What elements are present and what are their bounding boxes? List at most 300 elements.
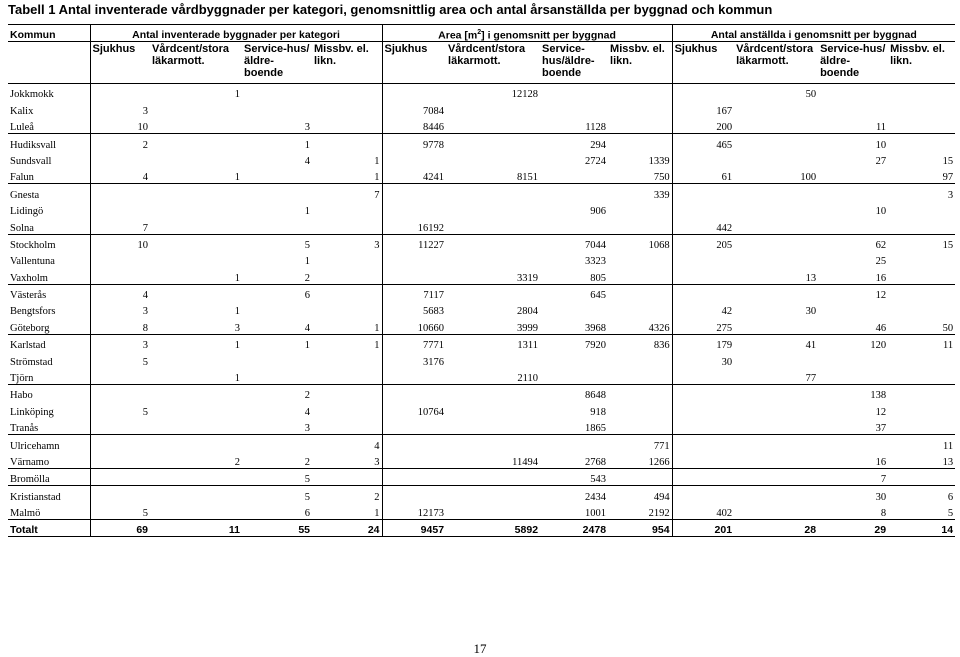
table-row	[8, 167, 955, 184]
table-cell: 3999	[517, 322, 539, 334]
table-cell: 3176	[423, 356, 445, 368]
table-cell: 5	[142, 406, 148, 418]
table-cell: 1001	[585, 508, 607, 520]
table-cell: 906	[590, 206, 607, 218]
table-cell: 1	[312, 317, 382, 334]
table-cell: 15	[888, 234, 955, 251]
table-cell: 3	[90, 334, 150, 351]
table-cell: 2192	[608, 503, 672, 520]
table-cell	[382, 468, 446, 485]
table-cell	[734, 217, 818, 234]
table-cell: 77	[805, 373, 817, 385]
table-cell	[672, 468, 734, 485]
table-cell	[382, 84, 446, 101]
table-cell	[888, 401, 955, 417]
table-cell	[672, 284, 734, 301]
table-cell	[312, 201, 382, 217]
table-cell	[540, 84, 608, 101]
kommun-name: Karlstad	[8, 334, 90, 351]
table-cell: 11	[875, 122, 887, 134]
table-cell	[540, 100, 608, 116]
table-row	[8, 351, 955, 367]
table-cell	[672, 151, 734, 167]
table-row	[8, 368, 955, 385]
table-row	[8, 217, 955, 234]
table-cell: 10	[90, 234, 150, 251]
table-cell	[608, 267, 672, 284]
table-cell	[150, 503, 242, 520]
kommun-name: Tranås	[8, 418, 90, 435]
table-cell	[446, 351, 540, 367]
table-cell	[312, 84, 382, 101]
table-cell	[446, 385, 540, 402]
table-cell: 1128	[585, 122, 607, 134]
table-row	[8, 503, 955, 520]
table-cell	[608, 351, 672, 367]
table-cell	[608, 100, 672, 116]
table-cell	[888, 368, 955, 385]
total-label: Totalt	[8, 520, 90, 537]
table-cell	[150, 435, 242, 452]
table-cell	[90, 251, 150, 267]
table-cell	[734, 184, 818, 201]
table-cell	[150, 184, 242, 201]
table-cell	[446, 284, 540, 301]
table-cell	[150, 251, 242, 267]
table-cell	[90, 385, 150, 402]
table-cell: 1	[312, 334, 382, 351]
sub-header-sjukhus: Sjukhus	[92, 43, 136, 55]
table-cell	[90, 486, 150, 503]
table-cell	[888, 351, 955, 367]
sub-header-servicehus: Service-hus/äldre-boende	[542, 43, 595, 79]
kommun-name: Luleå	[8, 117, 90, 134]
table-cell	[672, 418, 734, 435]
kommun-name: Strömstad	[8, 351, 90, 367]
table-cell	[90, 368, 150, 385]
table-cell	[734, 486, 818, 503]
table-row	[8, 234, 955, 251]
table-cell	[242, 184, 312, 201]
table-cell	[672, 201, 734, 217]
kommun-name: Kalix	[8, 100, 90, 116]
table-cell	[446, 234, 540, 251]
table-cell: 494	[608, 486, 672, 503]
table-cell	[818, 351, 888, 367]
table-cell	[608, 117, 672, 134]
table-cell	[672, 368, 734, 385]
table-cell: 3968	[585, 322, 607, 334]
table-cell	[446, 251, 540, 267]
table-cell: 771	[608, 435, 672, 452]
table-cell	[672, 452, 734, 469]
table-row	[8, 468, 955, 485]
table-cell	[734, 385, 818, 402]
table-cell: 2	[312, 486, 382, 503]
table-cell: 836	[608, 334, 672, 351]
table-cell	[90, 184, 150, 201]
table-cell: 8151	[517, 172, 539, 184]
table-row	[8, 301, 955, 317]
table-cell	[540, 217, 608, 234]
kommun-name: Falun	[8, 167, 90, 184]
table-cell: 2478	[540, 520, 608, 537]
table-cell: 1	[234, 172, 240, 184]
table-cell: 10660	[417, 322, 445, 334]
table-row	[8, 100, 955, 116]
table-cell	[608, 301, 672, 317]
table-cell: 30	[805, 306, 817, 318]
table-cell: 50	[942, 322, 954, 334]
table-cell	[888, 201, 955, 217]
table-row	[8, 117, 955, 134]
table-cell: 1311	[446, 334, 540, 351]
table-cell	[672, 184, 734, 201]
table-cell	[150, 418, 242, 435]
table-cell: 13	[942, 456, 954, 468]
table-cell	[446, 151, 540, 167]
table-cell	[242, 351, 312, 367]
table-cell: 5	[947, 508, 954, 520]
table-cell: 7044	[540, 234, 608, 251]
table-cell: 16	[875, 272, 887, 284]
kommun-name: Västerås	[8, 284, 90, 301]
table-row	[8, 134, 955, 151]
table-cell: 2110	[517, 373, 539, 385]
table-cell: 9457	[382, 520, 446, 537]
table-cell	[608, 201, 672, 217]
sub-header-missbv: Missbv. el. likn.	[890, 43, 945, 67]
table-cell	[734, 435, 818, 452]
table-row	[8, 418, 955, 435]
table-cell	[888, 267, 955, 284]
kommun-name: Lidingö	[8, 201, 90, 217]
table-cell	[734, 503, 818, 520]
table-cell: 10	[875, 206, 887, 218]
table-cell: 2	[242, 385, 312, 402]
table-cell: 294	[540, 134, 608, 151]
sub-header-missbv: Missbv. el. likn.	[312, 42, 382, 84]
table-cell: 4	[142, 172, 148, 184]
table-cell	[312, 418, 382, 435]
table-cell: 13	[805, 272, 817, 284]
page-number: 17	[473, 641, 487, 656]
table-cell: 6	[242, 284, 312, 301]
table-cell	[312, 401, 382, 417]
table-cell	[888, 117, 955, 134]
table-cell: 1266	[608, 452, 672, 469]
table-cell: 16192	[417, 222, 445, 234]
kommun-name: Gnesta	[8, 184, 90, 201]
table-cell: 2804	[517, 306, 539, 318]
table-cell: 3	[142, 306, 148, 318]
table-cell: 7117	[382, 284, 446, 301]
table-cell: 46	[875, 322, 887, 334]
table-cell: 41	[734, 334, 818, 351]
table-cell: 69	[90, 520, 150, 537]
table-cell	[382, 435, 446, 452]
table-cell: 55	[242, 520, 312, 537]
table-cell	[382, 452, 446, 469]
table-cell: 1	[242, 334, 312, 351]
table-cell: 1	[312, 503, 382, 520]
table-cell	[540, 184, 608, 201]
table-cell	[382, 418, 446, 435]
table-cell: 37	[875, 423, 887, 435]
table-cell: 29	[818, 520, 888, 537]
table-cell: 3	[304, 122, 310, 134]
table-cell: 1339	[608, 151, 672, 167]
table-cell: 3323	[585, 256, 607, 268]
sub-header-missbv: Missbv. el. likn.	[608, 42, 672, 84]
table-cell	[312, 217, 382, 234]
table-cell: 2724	[585, 155, 607, 167]
table-cell: 750	[608, 167, 672, 184]
table-cell	[242, 435, 312, 452]
table-cell: 24	[312, 520, 382, 537]
kommun-name: Solna	[8, 217, 90, 234]
table-cell: 28	[734, 520, 818, 537]
table-cell	[734, 401, 818, 417]
table-cell	[382, 251, 446, 267]
table-cell: 138	[818, 385, 888, 402]
kommun-name: Hudiksvall	[8, 134, 90, 151]
table-cell: 7	[312, 184, 382, 201]
table-cell: 167	[716, 105, 733, 117]
kommun-name: Jokkmokk	[8, 84, 90, 101]
table-cell	[446, 418, 540, 435]
table-cell: 11	[888, 435, 955, 452]
table-cell	[312, 301, 382, 317]
table-cell	[672, 385, 734, 402]
table-cell: 1	[150, 334, 242, 351]
table-cell: 16	[875, 456, 887, 468]
table-cell: 5	[242, 234, 312, 251]
kommun-name: Värnamo	[8, 452, 90, 469]
table-cell: 120	[818, 334, 888, 351]
table-cell: 3	[312, 452, 382, 469]
table-cell: 954	[608, 520, 672, 537]
table-cell: 7	[818, 468, 888, 485]
area-group-header: Area $[m^2]$ i genomsnitt per byggnad	[382, 25, 672, 42]
table-cell	[818, 217, 888, 234]
table-cell	[382, 201, 446, 217]
table-cell: 645	[540, 284, 608, 301]
table-cell	[608, 84, 672, 101]
table-cell: 200	[716, 122, 733, 134]
table-cell	[734, 117, 818, 134]
table-cell: 11	[888, 334, 955, 351]
table-row	[8, 317, 955, 334]
table-cell: 12	[818, 284, 888, 301]
table-cell	[888, 100, 955, 116]
table-cell	[608, 251, 672, 267]
table-cell: 62	[818, 234, 888, 251]
table-cell	[150, 100, 242, 116]
sub-header-vardcent: Vårdcent/stora läkarmott.	[448, 43, 526, 67]
table-cell: 15	[942, 155, 954, 167]
table-cell: 1865	[585, 423, 607, 435]
table-cell: 10764	[417, 406, 445, 418]
table-cell: 7084	[423, 105, 445, 117]
table-cell	[734, 351, 818, 367]
table-cell: 6	[304, 508, 310, 520]
table-cell: 5	[142, 508, 148, 520]
table-cell: 11227	[382, 234, 446, 251]
kommun-name: Sundsvall	[8, 151, 90, 167]
table-cell: 1068	[608, 234, 672, 251]
data-table	[8, 24, 955, 537]
table-cell: 1	[304, 206, 310, 218]
table-cell	[818, 100, 888, 116]
table-cell	[446, 486, 540, 503]
table-cell	[312, 267, 382, 284]
table-cell: 7	[142, 222, 148, 234]
table-cell: 14	[888, 520, 955, 537]
table-cell: 2768	[585, 456, 607, 468]
table-cell	[818, 167, 888, 184]
table-cell	[888, 251, 955, 267]
table-cell: 12	[875, 406, 887, 418]
table-cell	[734, 452, 818, 469]
table-cell	[540, 301, 608, 317]
kommun-name: Göteborg	[8, 317, 90, 334]
table-cell: 7771	[382, 334, 446, 351]
kommun-name: Vallentuna	[8, 251, 90, 267]
table-cell	[382, 486, 446, 503]
table-cell: 4	[90, 284, 150, 301]
table-cell: 5	[242, 468, 312, 485]
table-cell	[608, 418, 672, 435]
table-cell	[888, 418, 955, 435]
table-cell: 9778	[382, 134, 446, 151]
table-cell	[150, 117, 242, 134]
table-cell	[888, 217, 955, 234]
table-cell: 3319	[517, 272, 539, 284]
sub-header-sjukhus: Sjukhus	[674, 43, 718, 55]
table-cell: 3	[142, 105, 148, 117]
table-cell: 205	[672, 234, 734, 251]
table-cell	[734, 284, 818, 301]
table-cell	[672, 84, 734, 101]
table-cell: 402	[716, 508, 733, 520]
table-cell	[382, 151, 446, 167]
table-cell	[150, 234, 242, 251]
table-cell: 5892	[446, 520, 540, 537]
staff-group-header: Antal anställda i genomsnitt per byggnad	[672, 25, 955, 42]
table-cell	[312, 284, 382, 301]
count-group-header: Antal inventerade byggnader per kategori	[90, 25, 382, 42]
table-title: Tabell 1 Antal inventerade vårdbyggnader per kategori, genomsnittlig area och antal årsanställda per byggnad och kommun	[8, 2, 773, 17]
table-cell	[734, 418, 818, 435]
table-cell: 61	[721, 172, 733, 184]
table-cell: 12173	[417, 508, 445, 520]
table-cell	[734, 151, 818, 167]
table-cell	[382, 385, 446, 402]
table-cell: 25	[875, 256, 887, 268]
table-row	[8, 334, 955, 351]
table-row	[8, 184, 955, 201]
table-cell	[818, 435, 888, 452]
table-cell: 4	[304, 406, 310, 418]
table-row	[8, 267, 955, 284]
table-cell	[446, 117, 540, 134]
table-cell: 11	[150, 520, 242, 537]
table-cell	[150, 134, 242, 151]
table-cell: 4	[304, 155, 310, 167]
table-row	[8, 284, 955, 301]
table-cell	[734, 201, 818, 217]
table-cell	[818, 368, 888, 385]
table-cell	[446, 100, 540, 116]
table-cell	[312, 468, 382, 485]
table-row	[8, 435, 955, 452]
table-cell	[818, 301, 888, 317]
table-cell	[672, 401, 734, 417]
table-cell: 42	[721, 306, 733, 318]
table-cell: 1	[234, 272, 240, 284]
table-cell	[734, 468, 818, 485]
sub-header-servicehus: Service-hus/äldre-boende	[820, 43, 886, 79]
total-row	[8, 520, 955, 537]
table-cell	[540, 351, 608, 367]
table-cell: 275	[716, 322, 733, 334]
table-body	[8, 84, 955, 537]
table-cell	[90, 151, 150, 167]
table-cell	[90, 452, 150, 469]
table-cell	[672, 251, 734, 267]
table-row	[8, 84, 955, 101]
kommun-name: Malmö	[8, 503, 90, 520]
table-cell	[242, 167, 312, 184]
table-cell	[672, 486, 734, 503]
table-cell	[90, 468, 150, 485]
kommun-name: Vaxholm	[8, 267, 90, 284]
table-cell: 201	[672, 520, 734, 537]
table-cell	[150, 217, 242, 234]
group-header-row	[8, 25, 955, 42]
table-cell	[382, 184, 446, 201]
table-cell	[242, 301, 312, 317]
table-cell: 1	[312, 151, 382, 167]
kommun-name: Kristianstad	[8, 486, 90, 503]
table-cell	[446, 468, 540, 485]
table-cell	[312, 100, 382, 116]
table-cell: 918	[590, 406, 607, 418]
table-cell: 2	[90, 134, 150, 151]
table-cell	[312, 368, 382, 385]
table-cell	[446, 184, 540, 201]
table-cell: 8648	[540, 385, 608, 402]
table-cell	[446, 401, 540, 417]
sub-header-vardcent: Vårdcent/stora läkarmott.	[152, 43, 230, 67]
table-cell	[382, 368, 446, 385]
kommun-name: Linköping	[8, 401, 90, 417]
table-cell: 1	[234, 306, 240, 318]
table-cell	[150, 201, 242, 217]
table-cell	[90, 84, 150, 101]
table-cell	[242, 217, 312, 234]
table-cell: 1	[242, 134, 312, 151]
table-cell: 30	[818, 486, 888, 503]
table-cell: 3	[304, 423, 310, 435]
table-cell: 2	[234, 456, 240, 468]
sub-header-sjukhus: Sjukhus	[384, 43, 428, 55]
table-row	[8, 486, 955, 503]
table-row	[8, 201, 955, 217]
table-cell	[382, 267, 446, 284]
table-cell	[312, 251, 382, 267]
